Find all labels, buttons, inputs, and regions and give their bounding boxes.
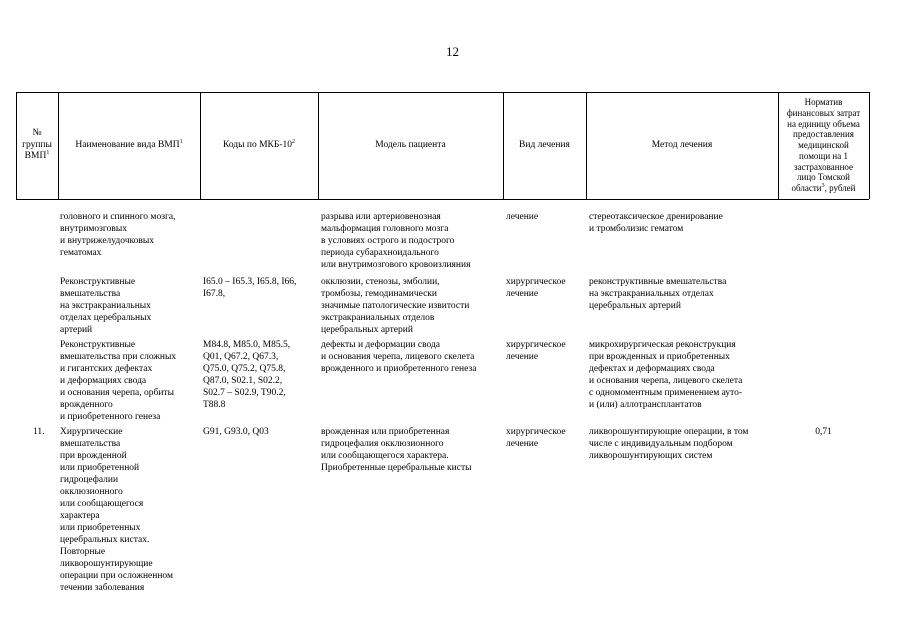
row-patient-model: разрыва или артериовенозная мальформация головного мозга в условиях острого и подострого периода субарахноидального или внутримозгового кровоизлияния	[321, 212, 471, 270]
header-cost-norm: Норматив финансовых затрат на единицу объема предоставления медицинской помощи на 1 застрахованное лицо Томской области$^3$, рублей	[786, 96, 861, 194]
row-treatment-type: хирургическое лечение	[506, 277, 566, 299]
column-divider	[869, 92, 870, 199]
row-treatment-method: стереотаксическое дренирование и тромболизис гематом	[589, 212, 723, 234]
header-treatment-type: Вид лечения	[519, 139, 570, 150]
row-treatment-method: микрохирургическая реконструкция при врожденных и приобретенных дефектах и деформациях свода и основания черепа, лицевого скелета с одномоментным применением ауто- и (или) аллотрансплантатов	[589, 340, 743, 410]
row-patient-model: дефекты и деформации свода и основания черепа, лицевого скелета врожденного и приобретенного генеза	[321, 340, 477, 374]
row-patient-model: окклюзии, стенозы, эмболии, тромбозы, гемодинамически значимые патологические извитости экстракраниальных отделов церебральных артерий	[321, 277, 470, 335]
row-icd-codes: I65.0 – I65.3, I65.8, I66, I67.8,	[203, 277, 297, 299]
row-vmp-name: Хирургические вмешательства при врожденной или приобретенной гидроцефалии окклюзионного или сообщающегося характера или приобретенных церебральных кистах. Повторные ликворошунтирующие операции при осложненном течении заболевания	[60, 427, 174, 593]
row-icd-codes: M84.8, M85.0, M85.5, Q01, Q67.2, Q67.3, Q75.0, Q75.2, Q75.8, Q87.0, S02.1, S02.2, S02.7 – S02.9, T90.2, T88.8	[203, 340, 291, 410]
row-vmp-name: головного и спинного мозга, внутримозговых и внутрижелудочковых гематомах	[60, 212, 176, 258]
row-treatment-method: реконструктивные вмешательства на экстракраниальных отделах церебральных артерий	[589, 277, 727, 311]
row-icd-codes: G91, G93.0, Q03	[203, 427, 269, 437]
header-group-number: № группы ВМП$^1$	[22, 128, 52, 162]
row-treatment-type: хирургическое лечение	[506, 427, 566, 449]
row-vmp-name: Реконструктивные вмешательства на экстракраниальных отделах церебральных артерий	[60, 277, 152, 335]
header-treatment-method: Метод лечения	[651, 139, 713, 150]
row-vmp-name: Реконструктивные вмешательства при сложных и гигантских дефектах и деформациях свода и основания черепа, орбиты врожденного и приобретенного генеза	[60, 340, 177, 422]
header-vmp-name: Наименование вида ВМП$^1$	[75, 138, 183, 150]
table-header-bottom-border	[16, 199, 869, 200]
row-treatment-type: хирургическое лечение	[506, 340, 566, 362]
row-group-number: 11.	[33, 427, 45, 437]
header-icd-codes: Коды по МКБ-$10^2$	[222, 138, 296, 150]
row-treatment-type: лечение	[506, 212, 539, 222]
row-cost-norm: 0,71	[815, 427, 832, 437]
header-patient-model: Модель пациента	[375, 139, 446, 150]
page-number: 12	[446, 44, 459, 59]
row-treatment-method: ликворошунтирующие операции, в том числе с индивидуальным подбором ликворошунтирующих систем	[589, 427, 749, 461]
row-patient-model: врожденная или приобретенная гидроцефалия окклюзионного или сообщающегося характера. Приобретенные церебральные кисты	[321, 427, 472, 473]
